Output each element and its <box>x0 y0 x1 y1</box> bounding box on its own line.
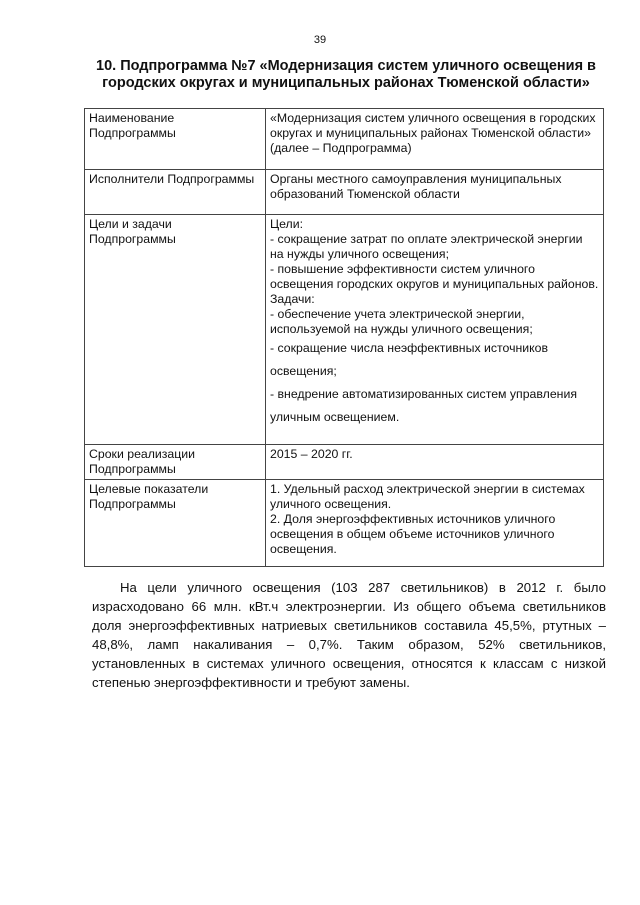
row-value-executors: Органы местного самоуправления муниципальных образований Тюменской области <box>266 170 604 215</box>
table-row <box>85 445 604 480</box>
goal-item: - сокращение затрат по оплате электрической энергии на нужды уличного освещения; <box>270 232 583 261</box>
row-label-term: Сроки реализации Подпрограммы <box>85 445 266 480</box>
body-paragraph: На цели уличного освещения (103 287 светильников) в 2012 г. было израсходовано 66 млн. кВт.ч электроэнергии. Из общего объема светильников доля энергоэффективных натриевых светильников составила 45,5%, ртутных – 48,8%, ламп накаливания – 0,7%. Таким образом, 52% светильников, установленных в системах уличного освещения, относятся к классам с низкой степенью энергоэффективности и требуют замены. <box>92 580 606 690</box>
row-value-name: «Модернизация систем уличного освещения в городских округах и муниципальных районах Тюменской области» (далее – Подпрограмма) <box>266 109 604 170</box>
table-row <box>85 170 604 215</box>
goals-heading: Цели: <box>270 217 303 231</box>
subprogram-passport-table <box>84 108 604 567</box>
row-label-indicators: Целевые показатели Подпрограммы <box>85 480 266 567</box>
indicator-item: 2. Доля энергоэффективных источников уличного освещения в общем объеме источников уличного освещения. <box>270 512 556 556</box>
tasks-heading: Задачи: <box>270 292 315 306</box>
task-item: - сокращение числа неэффективных источников освещения; <box>270 341 549 378</box>
row-value-indicators <box>266 480 604 567</box>
page-number: 39 <box>313 34 327 46</box>
row-value-goals <box>266 215 604 445</box>
row-label-goals: Цели и задачи Подпрограммы <box>85 215 266 445</box>
row-label-executors: Исполнители Подпрограммы <box>85 170 266 215</box>
section-title: 10. Подпрограмма №7 «Модернизация систем уличного освещения в городских округах и муниципальных районах Тюменской области» <box>96 58 596 91</box>
row-value-term: 2015 – 2020 гг. <box>266 445 604 480</box>
goal-item: - повышение эффективности систем уличного освещения городских округов и муниципальных районов. <box>270 262 599 291</box>
task-item: - обеспечение учета электрической энергии, используемой на нужды уличного освещения; <box>270 307 533 336</box>
task-item: - внедрение автоматизированных систем управления уличным освещением. <box>270 387 577 424</box>
table-row <box>85 480 604 567</box>
row-label-name: Наименование Подпрограммы <box>85 109 266 170</box>
table-row <box>85 215 604 445</box>
table-row <box>85 109 604 170</box>
indicator-item: 1. Удельный расход электрической энергии в системах уличного освещения. <box>270 482 585 511</box>
